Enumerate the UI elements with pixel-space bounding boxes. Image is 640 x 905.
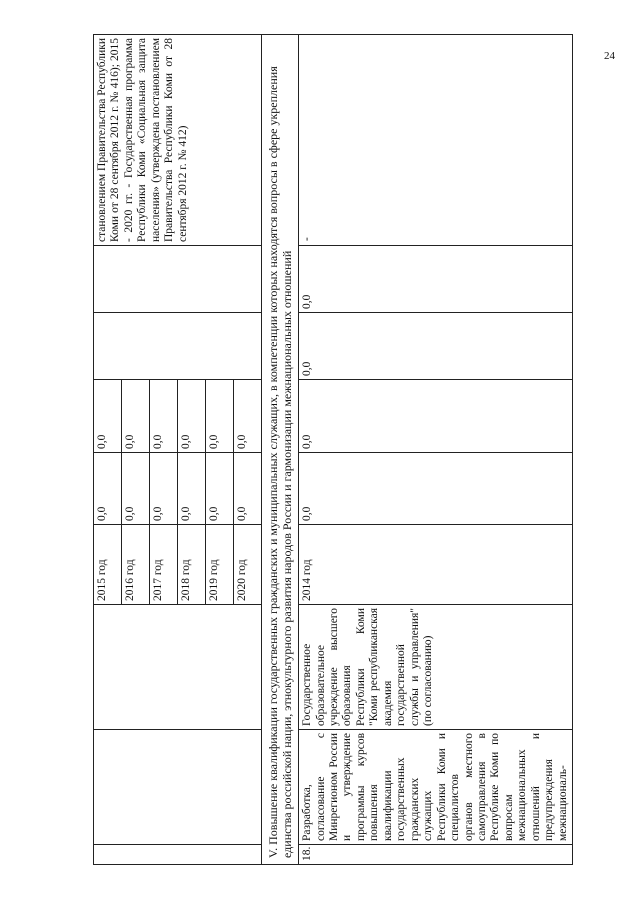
value-cell: 0,0	[299, 380, 573, 453]
activity-cell: Разработка, согласование с Минрегионом России и утверждение программы курсов повышения квалификации государственных гражданских служащих Республики Коми и специалистов органов местного самоуправления в Республике Коми по вопросам межнациональных отношений и предупреждения межнациональ-	[299, 730, 573, 845]
empty-cell	[94, 605, 262, 730]
year-cell: 2014 год	[299, 525, 573, 605]
value-cell: 0,0	[150, 453, 178, 525]
year-cell: 2020 год	[234, 525, 262, 605]
empty-cell	[94, 845, 262, 865]
value-cell: 0,0	[234, 380, 262, 453]
executor-cell: Государственное образовательное учреждение высшего образования Республики Коми "Коми республиканская академия государственной службы и управления" (по согласованию)	[299, 605, 573, 730]
empty-cell	[94, 313, 262, 380]
value-cell: 0,0	[299, 246, 573, 313]
funding-source-cell: становлением Правительства Республики Коми от 28 сентября 2012 г. № 416); 2015 - 2020 гг. - Государственная программа Республики Коми «Социальная защита населения» (утверждена постановлением Правительства Республики Коми от 28 сентября 2012 г. № 412)	[94, 35, 262, 246]
value-cell: 0,0	[94, 380, 122, 453]
value-cell: 0,0	[122, 453, 150, 525]
value-cell: 0,0	[178, 380, 206, 453]
table-row	[94, 35, 122, 865]
section-title: V. Повышение квалификации государственных гражданских и муниципальных служащих, в компетенции которых находятся вопросы в сфере укрепления единства российской нации, этнокультурного развития народов России и гармонизации межнациональных отношений	[262, 35, 299, 865]
empty-cell	[94, 246, 262, 313]
year-cell: 2017 год	[150, 525, 178, 605]
value-cell: 0,0	[234, 453, 262, 525]
year-cell: 2016 год	[122, 525, 150, 605]
page-number: 24	[604, 50, 615, 62]
value-cell: 0,0	[178, 453, 206, 525]
table-row-18	[299, 35, 573, 865]
funding-source-cell: -	[299, 35, 573, 246]
empty-cell	[94, 730, 262, 845]
value-cell: 0,0	[206, 453, 234, 525]
value-cell: 0,0	[299, 313, 573, 380]
year-cell: 2019 год	[206, 525, 234, 605]
year-cell: 2015 год	[94, 525, 122, 605]
value-cell: 0,0	[122, 380, 150, 453]
value-cell: 0,0	[94, 453, 122, 525]
rotated-table-frame	[93, 35, 569, 865]
measures-table	[93, 34, 573, 865]
value-cell: 0,0	[299, 453, 573, 525]
value-cell: 0,0	[150, 380, 178, 453]
year-cell: 2018 год	[178, 525, 206, 605]
section-header-row	[262, 35, 299, 865]
row-number: 18.	[299, 845, 573, 865]
value-cell: 0,0	[206, 380, 234, 453]
